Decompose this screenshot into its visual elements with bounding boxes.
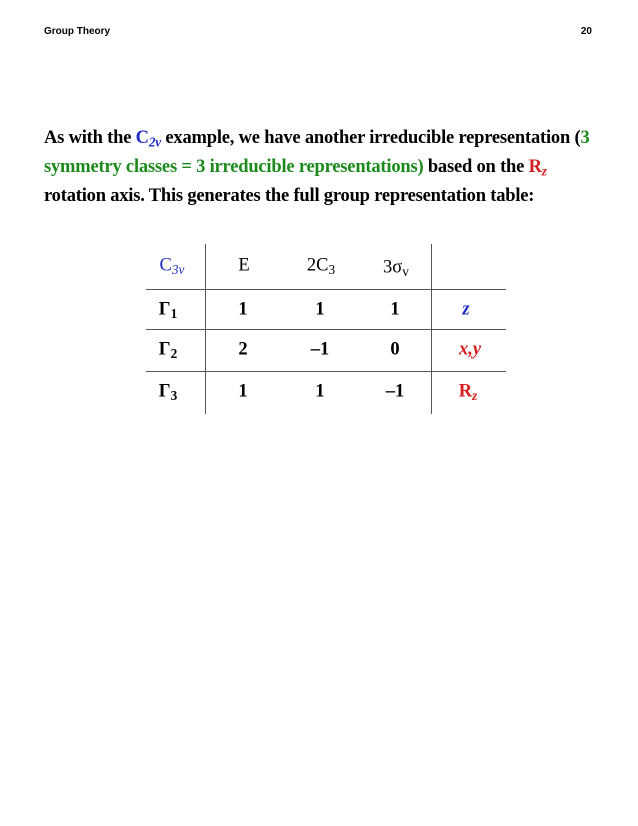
table-row-label-gamma2: $\Gamma_2$ [158,339,178,361]
running-header-title: Group Theory [44,26,111,37]
table-cell: 1 [238,381,248,402]
paragraph-text-2: example, we have another irreducible representation ( [161,128,581,148]
table-hline-2 [146,329,506,330]
table-basis-rz: $R_z$ [458,381,478,403]
table-col-header-e: E [238,255,250,276]
table-cell: –1 [385,381,405,402]
table-row-label-gamma3: $\Gamma_3$ [158,381,178,403]
table-row-label-gamma1: $\Gamma_1$ [158,299,178,321]
rz-symbol: $R_z$ [528,157,547,179]
table-cell: 1 [315,299,325,320]
table-cell: 0 [390,339,400,360]
table-col-header-2c3: $2C_3$ [306,255,336,277]
table-col-header-3sigmav: $3\sigma_v$ [383,257,409,279]
table-cell: 1 [390,299,400,320]
table-basis-z: z [462,299,470,320]
table-corner-c3v: $C_{3v}$ [159,255,185,277]
table-hline-1 [146,289,506,290]
paragraph-text-3: based on the [423,157,529,177]
table-cell: –1 [310,339,330,360]
paragraph-text-4: rotation axis. This generates the full group representation table: [44,186,535,206]
symmetry-classes-note: 3 symmetry classes = 3 irreducible representations) [44,128,590,177]
paragraph-text-1: As with the [44,128,136,148]
c2v-symbol: $C_{2v}$ [135,128,161,150]
table-cell: 1 [315,381,325,402]
table-cell: 1 [238,299,248,320]
table-hline-3 [146,371,506,372]
table-cell: 2 [238,339,248,360]
page-number: 20 [580,26,592,37]
table-basis-xy: x,y [458,339,482,360]
